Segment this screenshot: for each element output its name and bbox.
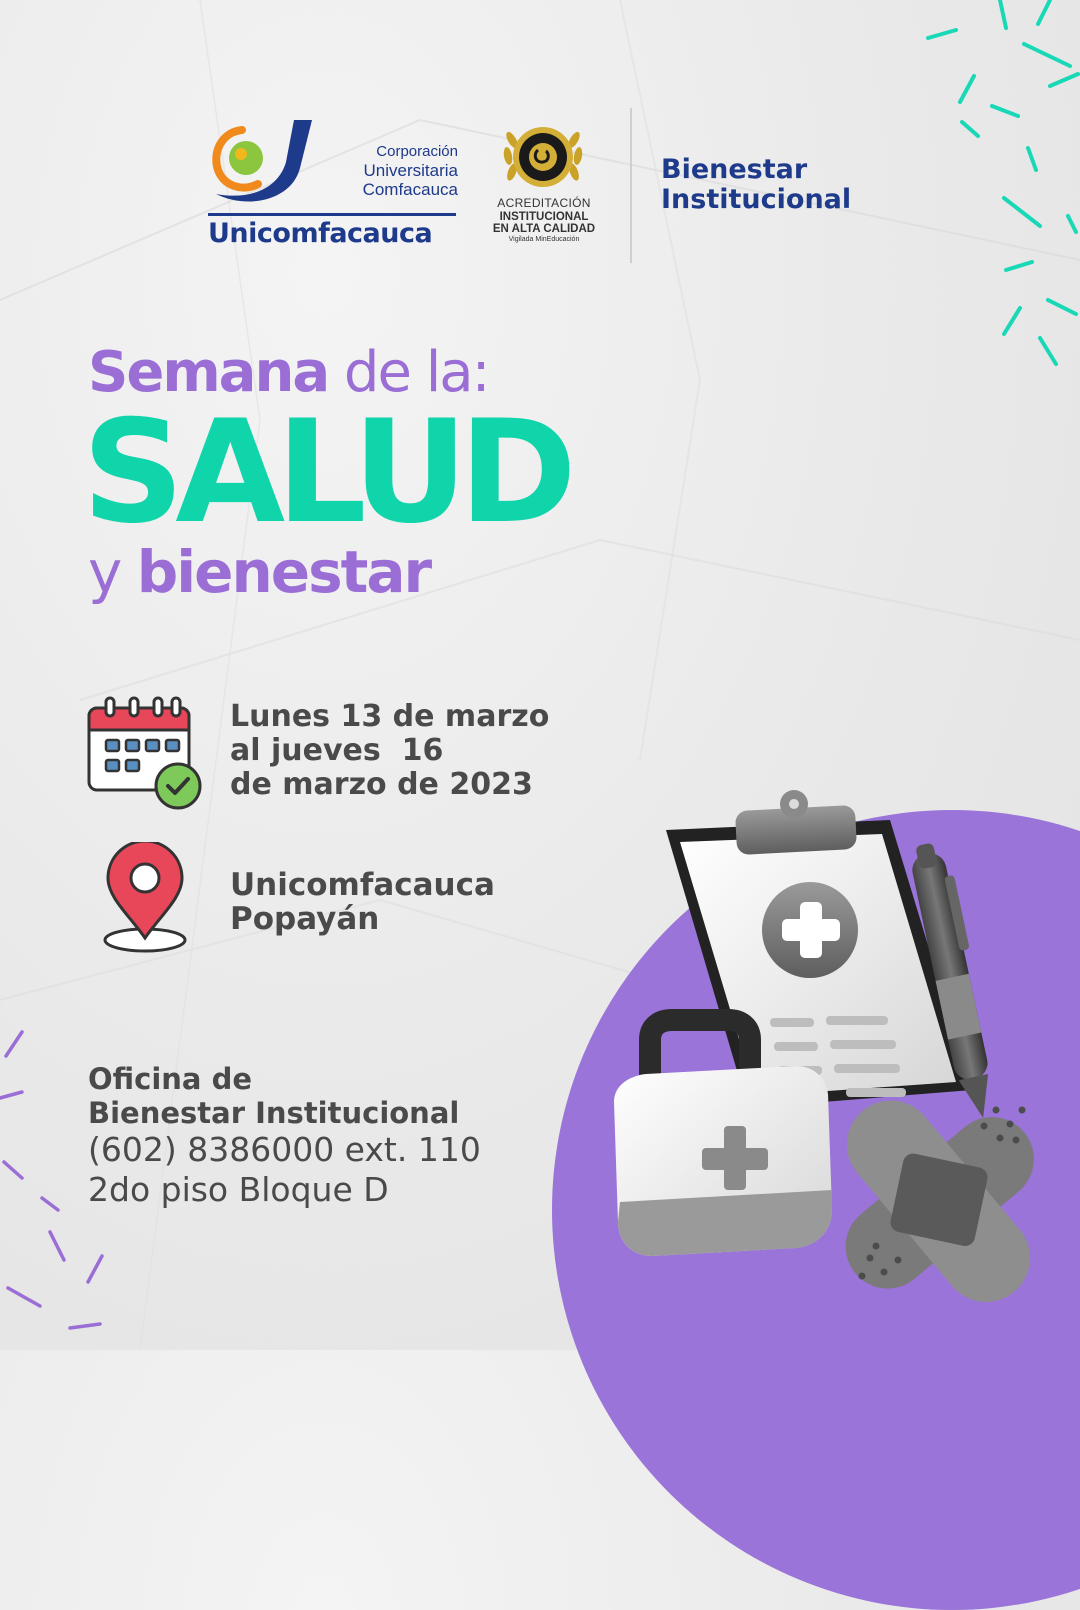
event-date: Lunes 13 de marzo al jueves 16 de marzo de 2023 [230,699,550,802]
contact-line2: Bienestar Institucional [88,1096,460,1130]
department-title [661,155,851,215]
contact-phone: (602) 8386000 ext. 110 [88,1130,481,1169]
logo-corp-line3: Comfacauca [362,180,458,199]
title-salud: SALUD [82,390,568,555]
location-line2: Popayán [230,901,380,937]
logo-rule [208,213,456,216]
department-line1: Bienestar [661,154,808,185]
header-divider [630,108,632,263]
accreditation-seal-icon [502,120,584,196]
medical-illustration [600,790,1060,1310]
title-y: y [88,538,137,606]
contact-block [88,1062,481,1210]
title-semana: Semana [88,340,329,405]
accreditation-line4: Vigilada MinEducación [508,236,580,243]
unicomfacauca-logo [208,118,458,254]
logo-corp-line1: Corporación [376,143,458,160]
logo-wordmark: Unicomfacauca [208,218,433,249]
event-location [230,868,495,936]
department-line2: Institucional [661,184,852,215]
location-line1: Unicomfacauca [230,867,495,903]
logo-corp-text [314,142,458,199]
accreditation-line1: ACREDITACIÓN [497,196,591,210]
logo-corp-line2: Universitaria [363,161,458,180]
contact-place: 2do piso Bloque D [88,1170,389,1209]
bandage-icon [828,1083,1051,1310]
calendar-icon [86,694,206,810]
accreditation-badge [484,120,604,250]
location-pin-icon [100,842,190,954]
accreditation-line2: INSTITUCIONAL [499,211,589,223]
accreditation-line3: EN ALTA CALIDAD [492,223,596,235]
contact-line1: Oficina de [88,1062,253,1096]
unicomfacauca-mark-icon [208,118,318,214]
clipboard-icon [666,790,972,1108]
decor-dashes-top-right [900,0,1080,380]
title-bienestar: bienestar [136,538,431,606]
title-line3 [88,538,430,606]
title-de-la: de la: [328,340,489,405]
